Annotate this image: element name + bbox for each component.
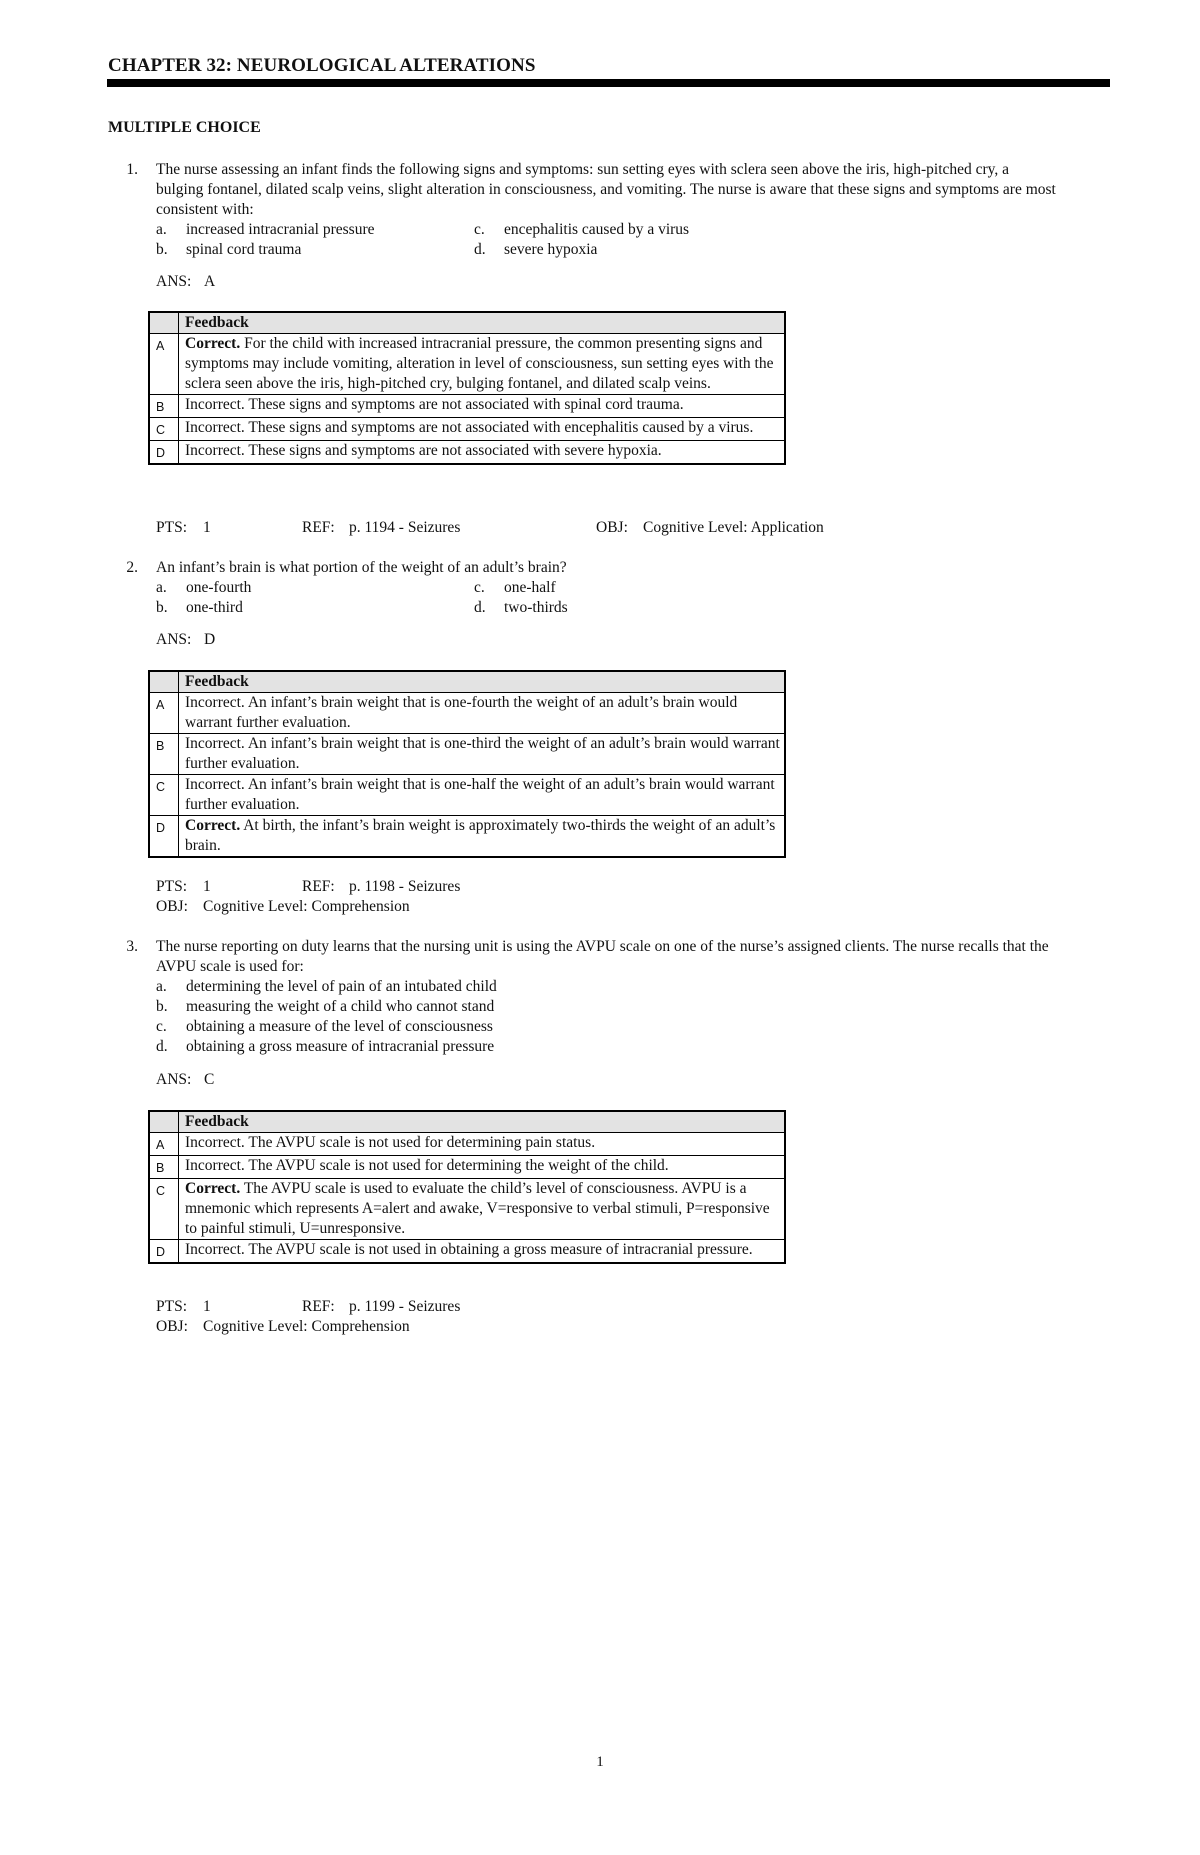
- feedback-text: [179, 1156, 786, 1179]
- option-text: one-fourth: [186, 579, 252, 596]
- feedback-letter: C: [149, 1179, 179, 1240]
- feedback-letter: A: [149, 334, 179, 395]
- ref-value: p. 1198 - Seizures: [349, 878, 461, 895]
- feedback-letter: D: [149, 441, 179, 465]
- feedback-header: Feedback: [179, 671, 786, 693]
- question-number: 1.: [126, 161, 138, 178]
- option-letter: d.: [156, 1038, 168, 1055]
- option-text: obtaining a gross measure of intracranial pressure: [186, 1038, 495, 1055]
- feedback-letter: D: [149, 816, 179, 858]
- feedback-row: [149, 418, 785, 441]
- option-text: one-third: [186, 599, 243, 616]
- feedback-row: [149, 1133, 785, 1156]
- feedback-row: [149, 334, 785, 395]
- option-text: determining the level of pain of an intubated child: [186, 978, 497, 995]
- feedback-text: [179, 693, 786, 734]
- feedback-row: [149, 1156, 785, 1179]
- feedback-header: Feedback: [179, 312, 786, 334]
- feedback-row: [149, 734, 785, 775]
- feedback-letter: A: [149, 693, 179, 734]
- feedback-row: [149, 1179, 785, 1240]
- feedback-text: [179, 1179, 786, 1240]
- feedback-text: [179, 395, 786, 418]
- option-letter: b.: [156, 599, 168, 616]
- option-letter: b.: [156, 241, 168, 258]
- pts-value: 1: [203, 519, 211, 536]
- pts-label: PTS:: [156, 519, 188, 536]
- feedback-corner-cell: [149, 1111, 179, 1133]
- feedback-text: [179, 816, 786, 858]
- feedback-corner-cell: [149, 312, 179, 334]
- option-letter: d.: [474, 241, 486, 258]
- pts-value: 1: [203, 1298, 211, 1315]
- question-stem-line: bulging fontanel, dilated scalp veins, slight alteration in consciousness, and vomiting. The nurse is aware that these signs and symptoms are most: [156, 181, 1056, 198]
- pts-label: PTS:: [156, 1298, 188, 1315]
- feedback-explanation: Incorrect. An infant’s brain weight that is one-half the weight of an adult’s brain would warrant further evaluation.: [185, 776, 775, 813]
- option-letter: d.: [474, 599, 486, 616]
- feedback-letter: C: [149, 418, 179, 441]
- question-stem-line: consistent with:: [156, 201, 254, 218]
- obj-value: Cognitive Level: Comprehension: [203, 1318, 410, 1335]
- question-stem-line: An infant’s brain is what portion of the weight of an adult’s brain?: [156, 559, 567, 576]
- feedback-text: [179, 775, 786, 816]
- feedback-table: [148, 670, 786, 858]
- obj-label: OBJ:: [156, 1318, 188, 1335]
- feedback-letter: C: [149, 775, 179, 816]
- option-text: one-half: [504, 579, 556, 596]
- option-letter: c.: [474, 579, 485, 596]
- ref-value: p. 1199 - Seizures: [349, 1298, 461, 1315]
- question-stem-line: The nurse reporting on duty learns that the nursing unit is using the AVPU scale on one of the nurse’s assigned clients. The nurse recalls that the: [156, 938, 1049, 955]
- feedback-letter: B: [149, 395, 179, 418]
- chapter-title: CHAPTER 32: NEUROLOGICAL ALTERATIONS: [108, 55, 536, 76]
- feedback-letter: B: [149, 734, 179, 775]
- feedback-explanation: At birth, the infant’s brain weight is approximately two-thirds the weight of an adult’s brain.: [185, 817, 776, 854]
- title-rule: [107, 79, 1110, 87]
- option-letter: c.: [474, 221, 485, 238]
- pts-value: 1: [203, 878, 211, 895]
- feedback-row: [149, 693, 785, 734]
- answer-value: D: [204, 631, 216, 648]
- feedback-text: [179, 1133, 786, 1156]
- feedback-text: [179, 734, 786, 775]
- feedback-explanation: The AVPU scale is used to evaluate the child’s level of consciousness. AVPU is a mnemonic which represents A=alert and awake, V=responsive to verbal stimuli, P=responsive to painful stimuli, U=unresponsive.: [185, 1180, 770, 1237]
- ref-label: REF:: [302, 519, 335, 536]
- question-number: 2.: [126, 559, 138, 576]
- feedback-row: [149, 395, 785, 418]
- feedback-verdict: Correct.: [185, 817, 241, 834]
- option-text: severe hypoxia: [504, 241, 598, 258]
- feedback-table: [148, 311, 786, 465]
- feedback-explanation: Incorrect. An infant’s brain weight that is one-third the weight of an adult’s brain would warrant further evaluation.: [185, 735, 780, 772]
- answer-label: ANS:: [156, 631, 192, 648]
- option-letter: a.: [156, 579, 167, 596]
- feedback-text: [179, 418, 786, 441]
- option-letter: a.: [156, 221, 167, 238]
- feedback-verdict: Correct.: [185, 1180, 241, 1197]
- feedback-explanation: Incorrect. These signs and symptoms are not associated with encephalitis caused by a virus.: [185, 419, 754, 436]
- obj-label: OBJ:: [596, 519, 628, 536]
- answer-label: ANS:: [156, 273, 192, 290]
- feedback-explanation: Incorrect. An infant’s brain weight that is one-fourth the weight of an adult’s brain would warrant further evaluation.: [185, 694, 738, 731]
- obj-value: Cognitive Level: Application: [643, 519, 824, 536]
- feedback-text: [179, 1240, 786, 1264]
- page-number: 1: [596, 1754, 604, 1770]
- option-text: measuring the weight of a child who cannot stand: [186, 998, 495, 1015]
- feedback-explanation: For the child with increased intracranial pressure, the common presenting signs and symptoms may include vomiting, alteration in level of consciousness, sun setting eyes with the sclera seen above the iris, high-pitched cry, bulging fontanel, and dilated scalp veins.: [185, 335, 774, 392]
- answer-value: C: [204, 1071, 215, 1088]
- ref-label: REF:: [302, 878, 335, 895]
- obj-label: OBJ:: [156, 898, 188, 915]
- obj-value: Cognitive Level: Comprehension: [203, 898, 410, 915]
- ref-value: p. 1194 - Seizures: [349, 519, 461, 536]
- feedback-explanation: Incorrect. The AVPU scale is not used in obtaining a gross measure of intracranial pressure.: [185, 1241, 753, 1258]
- section-heading: MULTIPLE CHOICE: [108, 119, 261, 136]
- feedback-row: [149, 775, 785, 816]
- feedback-table: [148, 1110, 786, 1264]
- feedback-corner-cell: [149, 671, 179, 693]
- option-text: increased intracranial pressure: [186, 221, 375, 238]
- feedback-explanation: Incorrect. These signs and symptoms are not associated with severe hypoxia.: [185, 442, 662, 459]
- option-letter: b.: [156, 998, 168, 1015]
- feedback-text: [179, 441, 786, 465]
- feedback-explanation: Incorrect. The AVPU scale is not used for determining the weight of the child.: [185, 1157, 669, 1174]
- pts-label: PTS:: [156, 878, 188, 895]
- answer-label: ANS:: [156, 1071, 192, 1088]
- question-stem-line: The nurse assessing an infant finds the following signs and symptoms: sun setting eyes with sclera seen above the iris, high-pitched cry, a: [156, 161, 1010, 178]
- feedback-row: [149, 441, 785, 465]
- option-text: two-thirds: [504, 599, 568, 616]
- feedback-text: [179, 334, 786, 395]
- feedback-explanation: Incorrect. The AVPU scale is not used for determining pain status.: [185, 1134, 596, 1151]
- feedback-verdict: Correct.: [185, 335, 241, 352]
- question-number: 3.: [126, 938, 138, 955]
- option-text: encephalitis caused by a virus: [504, 221, 690, 238]
- feedback-row: [149, 1240, 785, 1264]
- question-stem-line: AVPU scale is used for:: [156, 958, 304, 975]
- feedback-letter: A: [149, 1133, 179, 1156]
- feedback-letter: D: [149, 1240, 179, 1264]
- feedback-letter: B: [149, 1156, 179, 1179]
- option-text: obtaining a measure of the level of consciousness: [186, 1018, 493, 1035]
- option-letter: a.: [156, 978, 167, 995]
- answer-value: A: [204, 273, 216, 290]
- feedback-header: Feedback: [179, 1111, 786, 1133]
- feedback-row: [149, 816, 785, 858]
- feedback-explanation: Incorrect. These signs and symptoms are not associated with spinal cord trauma.: [185, 396, 684, 413]
- option-text: spinal cord trauma: [186, 241, 302, 258]
- option-letter: c.: [156, 1018, 167, 1035]
- ref-label: REF:: [302, 1298, 335, 1315]
